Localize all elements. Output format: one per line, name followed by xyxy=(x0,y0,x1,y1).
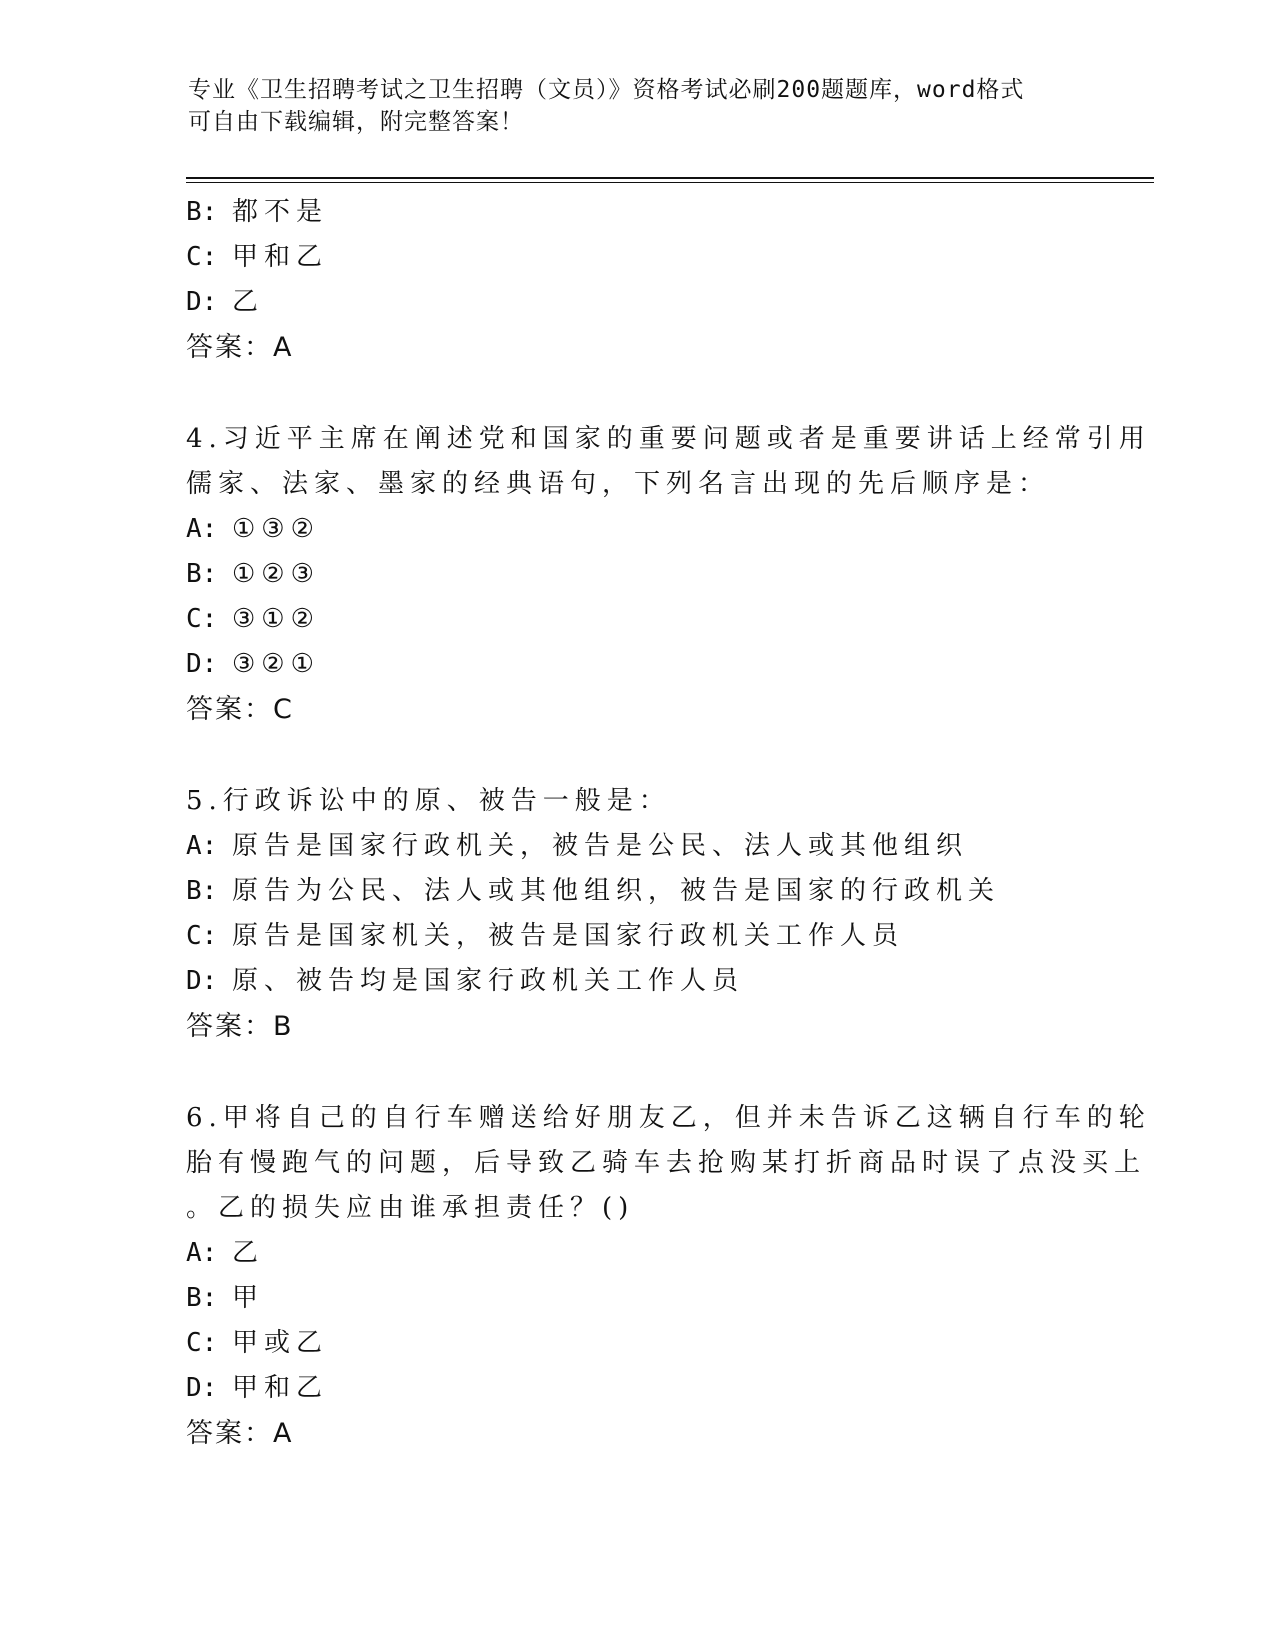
answer-line: 答案：C xyxy=(186,694,294,725)
option-c: C: 甲或乙 xyxy=(186,1328,329,1358)
option-d: D: ③②① xyxy=(186,649,320,679)
question-stem-line: 6.甲将自己的自行车赠送给好朋友乙，但并未告诉乙这辆自行车的轮 xyxy=(186,1103,1151,1133)
question-6 xyxy=(186,1096,1151,1456)
document-header xyxy=(188,74,1068,138)
question-4 xyxy=(186,417,1151,732)
question-stem-line: 儒家、法家、墨家的经典语句，下列名言出现的先后顺序是： xyxy=(186,469,1051,499)
header-line-1: 专业《卫生招聘考试之卫生招聘（文员）》资格考试必刷200题题库，word格式 xyxy=(188,77,1025,103)
option-d: D: 原、被告均是国家行政机关工作人员 xyxy=(186,966,745,996)
header-divider-thick xyxy=(186,177,1154,179)
question-stem-line: 5.行政诉讼中的原、被告一般是： xyxy=(186,786,671,816)
question-list xyxy=(186,190,1151,1456)
option-a: A: ①③② xyxy=(186,514,320,544)
option-c: C: 甲和乙 xyxy=(186,242,329,272)
option-a: A: 原告是国家行政机关，被告是公民、法人或其他组织 xyxy=(186,831,969,861)
header-line-2: 可自由下载编辑，附完整答案！ xyxy=(188,109,524,135)
option-c: C: 原告是国家机关，被告是国家行政机关工作人员 xyxy=(186,921,905,951)
option-b: B: 都不是 xyxy=(186,197,329,227)
answer-line: 答案：A xyxy=(186,332,294,363)
option-d: D: 乙 xyxy=(186,287,265,317)
option-c: C: ③①② xyxy=(186,604,320,634)
question-5 xyxy=(186,779,1086,1049)
question-3-tail xyxy=(186,190,1086,370)
header-divider-thin xyxy=(186,182,1154,183)
option-b: B: ①②③ xyxy=(186,559,320,589)
option-a: A: 乙 xyxy=(186,1238,265,1268)
option-b: B: 原告为公民、法人或其他组织，被告是国家的行政机关 xyxy=(186,876,1001,906)
option-d: D: 甲和乙 xyxy=(186,1373,329,1403)
answer-line: 答案：B xyxy=(186,1011,294,1042)
question-stem-line: 胎有慢跑气的问题，后导致乙骑车去抢购某打折商品时误了点没买上 xyxy=(186,1148,1147,1178)
question-stem-line: 4.习近平主席在阐述党和国家的重要问题或者是重要讲话上经常引用 xyxy=(186,424,1151,454)
option-b: B: 甲 xyxy=(186,1283,265,1313)
answer-line: 答案：A xyxy=(186,1418,294,1449)
question-stem-line: 。乙的损失应由谁承担责任？() xyxy=(186,1193,635,1223)
